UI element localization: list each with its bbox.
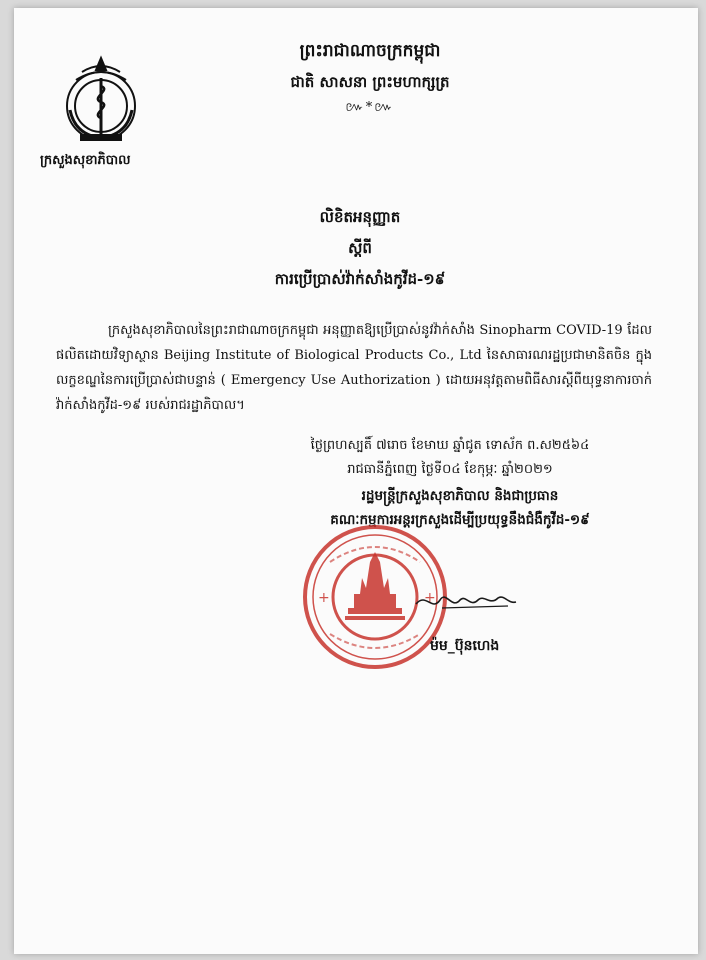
signer-name: ម៉ម_ប៊ុនហេង bbox=[430, 638, 500, 654]
ministry-emblem-icon bbox=[52, 50, 150, 150]
title-line-2: ស្តីពី bbox=[348, 239, 372, 257]
ministry-name: ក្រសួងសុខាភិបាល bbox=[40, 153, 131, 168]
committee-title: គណៈកម្មការអន្តរក្រសួងដើម្បីប្រយុទ្ធនឹងជំងឺកូវីដ-១៩ bbox=[330, 512, 590, 528]
svg-text:+: + bbox=[424, 590, 436, 606]
body-paragraph bbox=[56, 318, 652, 418]
minister-title: រដ្ឋមន្ត្រីក្រសួងសុខាភិបាល និងជាប្រធាន bbox=[361, 488, 559, 504]
national-header bbox=[200, 40, 540, 118]
lunar-date: ថ្ងៃព្រហស្បតិ៍ ៧រោច ខែមាឃ ឆ្នាំជូត ទោស័ក ព.ស២៥៦៤ bbox=[310, 438, 590, 453]
motto-ornament: ៚*៚ bbox=[345, 100, 395, 115]
solar-date: រាជធានីភ្នំពេញ ថ្ងៃទី០៤ ខែកុម្ភៈ ឆ្នាំ២០២១ bbox=[347, 462, 553, 477]
date-block bbox=[260, 434, 640, 482]
document-title bbox=[120, 208, 600, 301]
national-motto: ជាតិ សាសនា ព្រះមហាក្សត្រ bbox=[290, 73, 450, 91]
handwritten-signature bbox=[412, 582, 522, 622]
authorization-text: ក្រសួងសុខាភិបាលនៃព្រះរាជាណាចក្រកម្ពុជា អនុញ្ញាតឱ្យប្រើប្រាស់នូវវ៉ាក់សាំង Sinopharm COVID-19 ដែលផលិតដោយវិទ្យាស្ថាន Beijing Institute of Biological Products Co., Ltd នៃសាធារណរដ្ឋប្រជាមានិតចិន ក្នុងលក្ខខណ្ឌនៃការប្រើប្រាស់ជាបន្ទាន់ ( Emergency Use Authorization ) ដោយអនុវត្តតាមពិធីសារស្តីពីយុទ្ធនាការចាក់វ៉ាក់សាំងកូវីដ-១៩ របស់រាជរដ្ឋាភិបាល។ bbox=[56, 323, 652, 413]
svg-text:+: + bbox=[318, 590, 330, 606]
kingdom-title: ព្រះរាជាណាចក្រកម្ពុជា bbox=[299, 41, 441, 61]
title-line-1: លិខិតអនុញ្ញាត bbox=[319, 208, 401, 226]
title-line-3: ការប្រើប្រាស់វ៉ាក់សាំងកូវីដ-១៩ bbox=[274, 270, 446, 288]
